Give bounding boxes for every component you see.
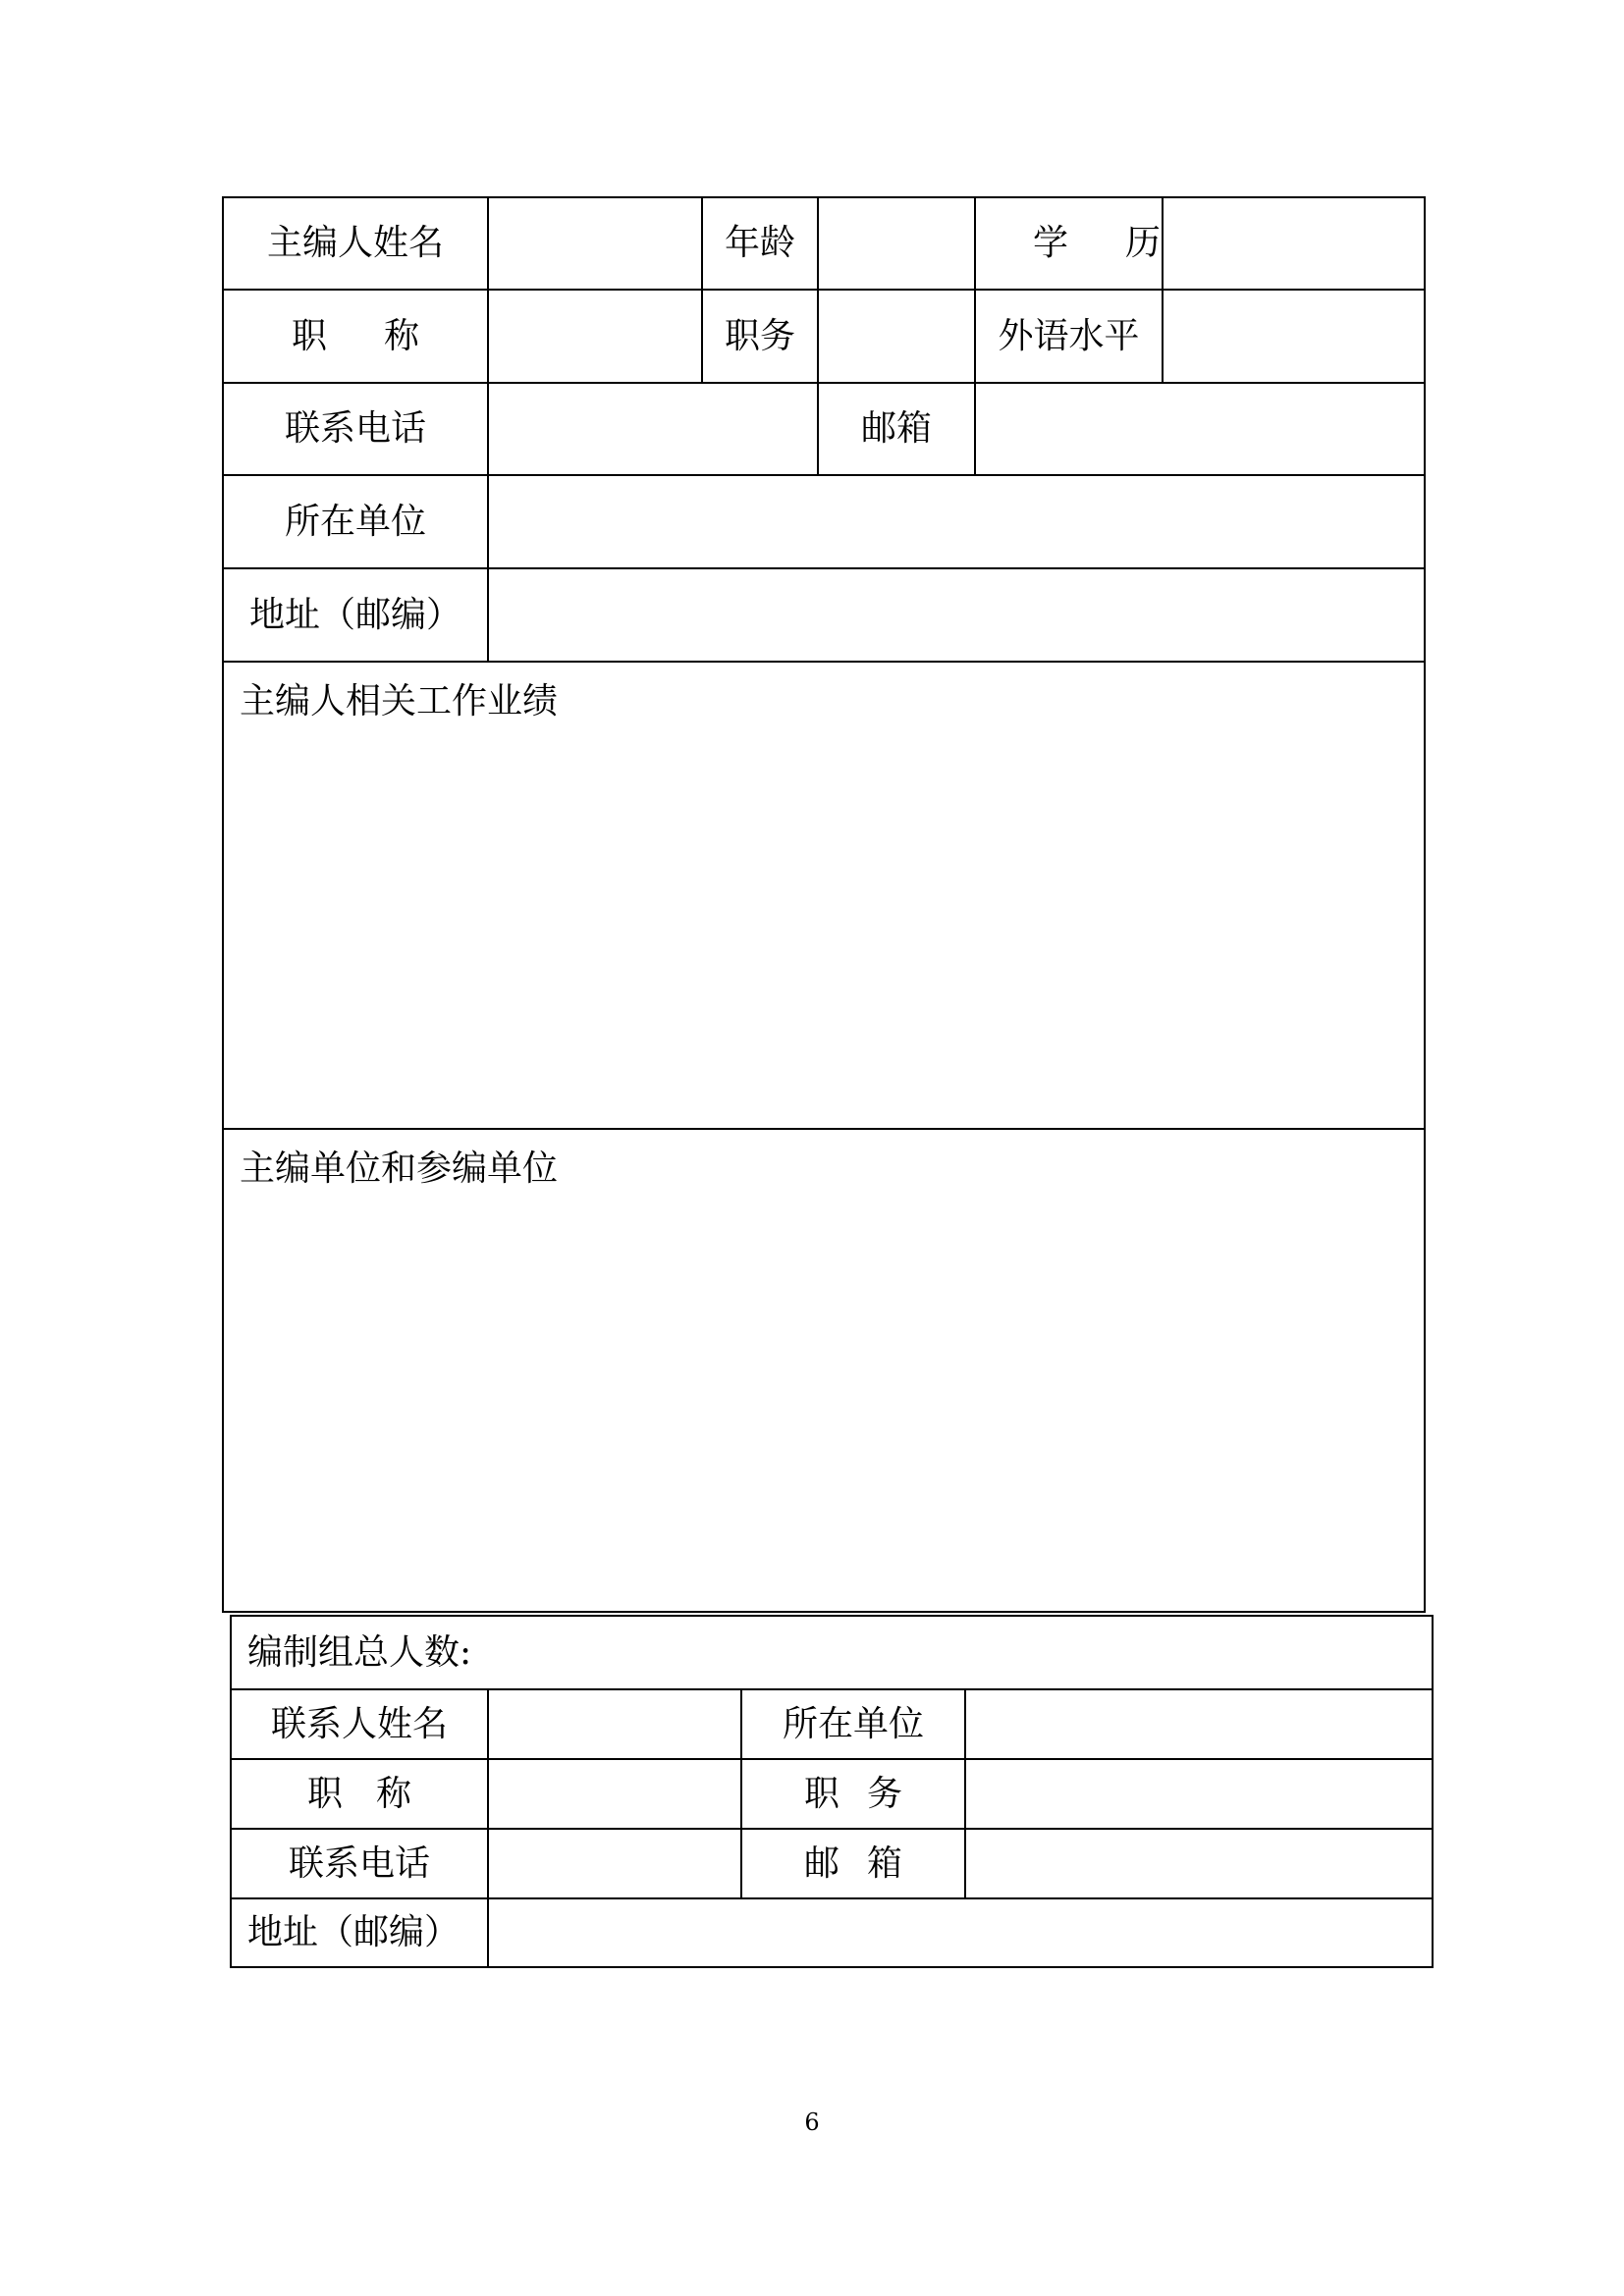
unit-label: 所在单位 — [223, 475, 488, 568]
contact-unit-field[interactable] — [965, 1689, 1433, 1759]
contact-address-label: 地址（邮编） — [231, 1898, 488, 1967]
contact-position-field[interactable] — [965, 1759, 1433, 1829]
contact-phone-field[interactable] — [488, 1829, 741, 1898]
email-label: 邮箱 — [818, 383, 975, 475]
address-label: 地址（邮编） — [223, 568, 488, 662]
title-field[interactable] — [488, 290, 702, 383]
achievements-area[interactable] — [223, 662, 1425, 1129]
language-label: 外语水平 — [975, 290, 1163, 383]
position-field[interactable] — [818, 290, 975, 383]
contact-address-field[interactable] — [488, 1898, 1433, 1967]
team-info-table — [230, 1615, 1434, 1968]
education-label: 学历 — [975, 197, 1163, 290]
achievements-label: 主编人相关工作业绩 — [240, 681, 559, 721]
contact-position-label: 职务 — [741, 1759, 965, 1829]
editor-info-table — [222, 196, 1426, 1613]
language-field[interactable] — [1163, 290, 1425, 383]
contact-title-field[interactable] — [488, 1759, 741, 1829]
contact-name-field[interactable] — [488, 1689, 741, 1759]
editor-name-field[interactable] — [488, 197, 702, 290]
editor-name-label: 主编人姓名 — [223, 197, 488, 290]
team-total-label: 编制组总人数: — [231, 1616, 1433, 1689]
phone-field[interactable] — [488, 383, 818, 475]
age-field[interactable] — [818, 197, 975, 290]
contact-email-label: 邮箱 — [741, 1829, 965, 1898]
unit-field[interactable] — [488, 475, 1425, 568]
units-label: 主编单位和参编单位 — [240, 1148, 559, 1189]
address-field[interactable] — [488, 568, 1425, 662]
contact-email-field[interactable] — [965, 1829, 1433, 1898]
contact-name-label: 联系人姓名 — [231, 1689, 488, 1759]
contact-phone-label: 联系电话 — [231, 1829, 488, 1898]
page-number: 6 — [804, 2109, 820, 2136]
contact-unit-label: 所在单位 — [741, 1689, 965, 1759]
contact-title-label: 职称 — [231, 1759, 488, 1829]
units-area[interactable] — [223, 1129, 1425, 1612]
title-label: 职称 — [223, 290, 488, 383]
phone-label: 联系电话 — [223, 383, 488, 475]
age-label: 年龄 — [702, 197, 818, 290]
email-field[interactable] — [975, 383, 1425, 475]
position-label: 职务 — [702, 290, 818, 383]
